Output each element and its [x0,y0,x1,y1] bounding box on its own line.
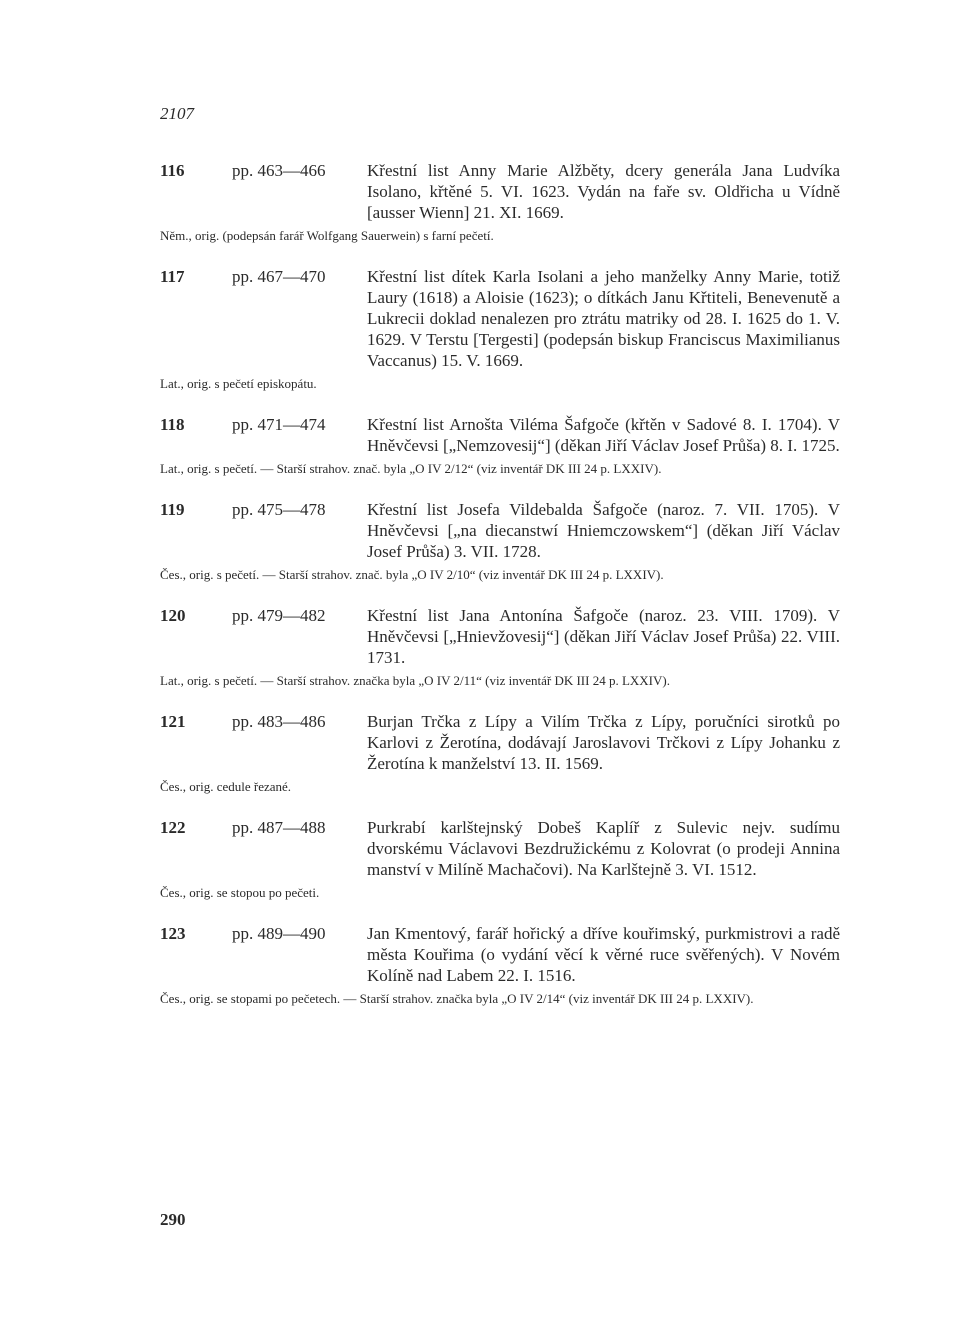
entry-note: Čes., orig. se stopou po pečeti. [160,885,320,900]
entry-number: 116 [160,161,185,180]
entry-pages: pp. 467—470 [232,267,326,286]
entry-text: Purkrabí karlštejnský Dobeš Kaplíř z Sulevic nejv. sudímu dvorskému Václavovi Bezdružickému z Kolovrat (o prodeji Annina manství v Milíně Machačovi). Na Karlštejně 3. VI. 1512. [367,818,840,879]
entry-122 [160,817,840,901]
entry-main [160,923,840,986]
entry-number: 121 [160,712,186,731]
entry-pages: pp. 487—488 [232,818,326,837]
entry-pages: pp. 489—490 [232,924,326,943]
entry-note: Lat., orig. s pečetí. — Starší strahov. značka byla „O IV 2/11“ (viz inventář DK III 24 p. LXXIV). [160,673,670,688]
entry-text: Jan Kmentový, farář hořický a dříve kouřimský, purkmistrovi a radě města Kouřima (o vydání věcí k věrné ruce svěřených). V Novém Kolíně nad Labem 22. I. 1516. [367,924,840,985]
entry-number: 123 [160,924,186,943]
entry-pages: pp. 483—486 [232,712,326,731]
entry-119 [160,499,840,583]
entry-120 [160,605,840,689]
entry-note: Čes., orig. se stopami po pečetech. — Starší strahov. značka byla „O IV 2/14“ (viz inventář DK III 24 p. LXXIV). [160,991,754,1006]
entry-main [160,160,840,223]
entry-number: 119 [160,500,185,519]
entry-main [160,499,840,562]
entry-list [160,160,840,1029]
entry-117 [160,266,840,392]
entry-text: Křestní list Anny Marie Alžběty, dcery generála Jana Ludvíka Isolano, křtěné 5. VI. 1623. Vydán na faře sv. Oldřicha u Vídně [ausser Wienn] 21. XI. 1669. [367,161,840,222]
entry-text: Křestní list dítek Karla Isolani a jeho manželky Anny Marie, totiž Laury (1618) a Aloisie (1623); o dítkách Janu Křtiteli, Benevenutě a Lukrecii doklad nenalezen pro ztrátu matriky od 28. I. 1625 do 1. V. 1629. V Terstu [Tergesti] (podepsán biskup Franciscus Maximilianus Vaccanus) 15. V. 1669. [367,267,840,370]
entry-note: Čes., orig. s pečetí. — Starší strahov. znač. byla „O IV 2/10“ (viz inventář DK III 24 p. LXXIV). [160,567,664,582]
entry-text: Křestní list Arnošta Viléma Šafgoče (křtěn v Sadové 8. I. 1704). V Hněvčevsi [„Nemzovesij“] (děkan Jiří Václav Josef Průša) 8. I. 1725. [367,415,840,455]
entry-number: 118 [160,415,185,434]
entry-note: Lat., orig. s pečetí. — Starší strahov. znač. byla „O IV 2/12“ (viz inventář DK III 24 p. LXXIV). [160,461,662,476]
page-number: 290 [160,1210,186,1229]
entry-116 [160,160,840,244]
entry-note: Něm., orig. (podepsán farář Wolfgang Sauerwein) s farní pečetí. [160,228,494,243]
entry-number: 117 [160,267,185,286]
entry-pages: pp. 475—478 [232,500,326,519]
page-header: 2107 [160,104,194,123]
entry-text: Burjan Trčka z Lípy a Vilím Trčka z Lípy, poručníci sirotků po Karlovi z Žerotína, dodávají Jaroslavovi Trčkovi z Lípy Johanku z Žerotína k manželství 13. II. 1569. [367,712,840,773]
entry-pages: pp. 471—474 [232,415,326,434]
entry-123 [160,923,840,1007]
entry-number: 122 [160,818,186,837]
entry-text: Křestní list Jana Antonína Šafgoče (naroz. 23. VIII. 1709). V Hněvčevsi [„Hnievžovesij“] (děkan Jiří Václav Josef Průša) 22. VIII. 1731. [367,606,840,667]
entry-number: 120 [160,606,186,625]
entry-main [160,605,840,668]
entry-text: Křestní list Josefa Vildebalda Šafgoče (naroz. 7. VII. 1705). V Hněvčevsi [„na diecanstwí Hniemczowskem“] (děkan Jiří Václav Josef Průša) 3. VII. 1728. [367,500,840,561]
entry-121 [160,711,840,795]
entry-main [160,266,840,371]
entry-main [160,711,840,774]
entry-pages: pp. 463—466 [232,161,326,180]
entry-note: Čes., orig. cedule řezané. [160,779,292,794]
entry-main [160,414,840,456]
entry-main [160,817,840,880]
entry-note: Lat., orig. s pečetí episkopátu. [160,376,317,391]
entry-118 [160,414,840,477]
entry-pages: pp. 479—482 [232,606,326,625]
